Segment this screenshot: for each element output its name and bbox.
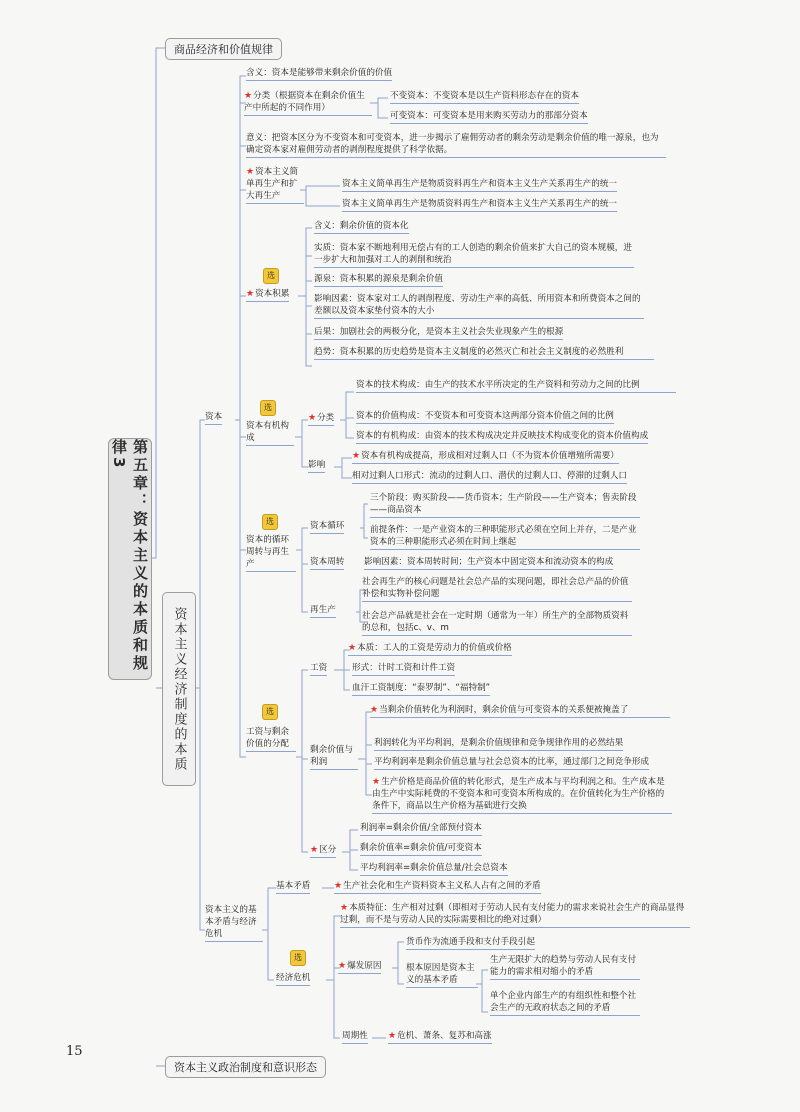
node-capital-cycle[interactable]: 资本循环 [310,520,344,534]
select-badge: 选 [263,268,279,284]
node-accumulation-meaning: 含义：剩余价值的资本化 [314,220,409,234]
node-surplus-value-rate: 剩余价值率=剩余价值/可变资本 [360,842,482,856]
branch-capitalist-political-system[interactable]: 资本主义政治制度和意识形态 [165,1056,326,1078]
node-periodicity[interactable]: 周期性 [342,1030,368,1044]
node-impact-surplus-population: ★资本有机构成提高，形成相对过剩人口（不为资本价值增殖所需要） [352,450,619,464]
node-composition-classification[interactable]: ★分类 [308,412,334,426]
node-accumulation-consequence: 后果：加剧社会的两极分化，是资本主义社会失业现象产生的根源 [314,326,563,340]
node-reproduction-item-1: 资本主义简单再生产是物质资料再生产和资本主义生产关系再生产的统一 [342,178,617,192]
node-basic-contradiction[interactable]: 基本矛盾 [276,880,310,894]
star-icon: ★ [388,1031,397,1041]
node-organic-composition-def: 资本的有机构成：由资本的技术构成决定并反映技术构成变化的资本价值构成 [356,430,648,444]
node-constant-capital: 不变资本：不变资本是以生产资料形态存在的资本 [390,90,579,104]
node-distribution[interactable]: 工资与剩余价值的分配 [246,726,296,752]
star-icon: ★ [370,705,379,715]
node-variable-capital: 可变资本：可变资本是用来购买劳动力的那部分资本 [390,110,588,124]
node-wage-forms: 形式：计时工资和计件工资 [352,662,455,676]
node-cause-root-2: 单个企业内部生产的有组织性和整个社会生产的无政府状态之间的矛盾 [490,990,640,1016]
node-sweatshop-wage: 血汗工资制度：“泰罗制”、“福特制” [352,682,490,696]
node-accumulation-source: 源泉：资本积累的源泉是剩余价值 [314,273,443,287]
node-accumulation-essence: 实质：资本家不断地利用无偿占有的工人创造的剩余价值来扩大自己的资本规模，进一步扩大和加强对工人的剥削和统治 [314,242,634,268]
node-impact-population-forms: 相对过剩人口形式：流动的过剩人口、潜伏的过剩人口、停滞的过剩人口 [352,470,627,484]
node-reproduction-core: 社会再生产的核心问题是社会总产品的实现问题，即社会总产品的价值补偿和实物补偿问题 [362,576,632,602]
star-icon: ★ [334,881,343,891]
node-capital[interactable]: 资本 [205,411,222,425]
node-capital-meaning: 含义：资本是能够带来剩余价值的价值 [246,67,392,81]
select-badge: 选 [262,514,278,530]
node-average-profit: 利润转化为平均利润，是剩余价值规律和竞争规律作用的必然结果 [374,737,623,751]
node-capital-classification[interactable]: ★分类（根据资本在剩余价值生产中所起的不同作用） [244,90,372,116]
node-basic-contradiction-and-crisis[interactable]: 资本主义的基本矛盾与经济危机 [205,904,263,942]
node-basic-contradiction-item: ★生产社会化和生产资料资本主义私人占有之间的矛盾 [334,880,541,894]
node-surplus-to-profit: ★当剩余价值转化为利润时，剩余价值与可变资本的关系便被掩盖了 [370,704,670,718]
star-icon: ★ [308,413,317,423]
node-organic-composition[interactable]: 资本有机构成 [246,420,294,446]
node-capital-turnover[interactable]: 资本周转 [310,556,344,570]
node-cycle-stages: 三个阶段：购买阶段——货币资本；生产阶段——生产资本；售卖阶段——商品资本 [370,492,640,518]
node-value-composition: 资本的价值构成：不变资本和可变资本这两部分资本价值之间的比例 [356,410,614,424]
branch-capitalist-economic-system[interactable]: 资本主义经济制度的本质 [162,592,196,786]
node-distinction[interactable]: ★区分 [310,844,336,858]
select-badge: 选 [260,400,276,416]
node-surplus-and-profit[interactable]: 剩余价值与利润 [310,744,358,770]
node-cause-root-1: 生产无限扩大的趋势与劳动人民有支付能力的需求相对缩小的矛盾 [490,954,640,980]
star-icon: ★ [246,289,255,299]
node-circulation[interactable]: 资本的循环周转与再生产 [246,534,296,572]
node-periodicity-phases: ★危机、萧条、复苏和高涨 [388,1030,492,1044]
star-icon: ★ [348,643,357,653]
node-reproduction[interactable]: ★资本主义简单再生产和扩大再生产 [246,166,304,204]
node-crisis-causes[interactable]: ★爆发原因 [338,960,381,974]
node-avg-profit-rate-formula: 平均利润率=剩余价值总量/社会总资本 [360,862,508,876]
node-profit-rate: 利润率=剩余价值/全部预付资本 [360,822,482,836]
page-number: 15 [66,1044,83,1059]
node-production-price: ★生产价格是商品价值的转化形式，是生产成本与平均利润之和。生产成本是由生产中实际耗费的不变资本和可变资本所构成的。在价值转化为生产价格的条件下，商品以生产价格为基础进行交换 [372,776,672,814]
node-accumulation-trend: 趋势：资本积累的历史趋势是资本主义制度的必然灭亡和社会主义制度的必然胜利 [314,346,654,360]
select-badge: 选 [262,704,278,720]
star-icon: ★ [310,845,319,855]
node-average-profit-rate: 平均利润率是剩余价值总量与社会总资本的比率，通过部门之间竞争形成 [374,756,649,770]
node-composition-impact[interactable]: 影响 [308,459,325,473]
branch-commodity-economy[interactable]: 商品经济和价值规律 [165,38,282,60]
node-wage-essence: ★本质：工人的工资是劳动力的价值或价格 [348,642,512,656]
star-icon: ★ [338,961,347,971]
node-economic-crisis[interactable]: 经济危机 [276,972,310,986]
star-icon: ★ [246,167,255,177]
node-technical-composition: 资本的技术构成：由生产的技术水平所决定的生产资料和劳动力之间的比例 [356,379,676,393]
node-social-product: 社会总产品就是社会在一定时期（通常为一年）所生产的全部物质资料的总和，包括c、v、m [362,610,632,636]
node-cause-root[interactable]: 根本原因是资本主义的基本矛盾 [406,962,478,988]
star-icon: ★ [340,903,349,913]
node-social-reproduction[interactable]: 再生产 [310,604,336,618]
node-accumulation-factors: 影响因素：资本家对工人的剥削程度、劳动生产率的高低、所用资本和所费资本之间的差额以及资本家垫付资本的大小 [314,293,644,319]
node-crisis-nature: ★本质特征：生产相对过剩（即相对于劳动人民有支付能力的需求来说社会生产的商品显得过剩，而不是与劳动人民的实际需要相比的绝对过剩） [340,902,690,928]
node-accumulation[interactable]: ★资本积累 [246,288,289,302]
star-icon: ★ [352,451,361,461]
node-cause-money: 货币作为流通手段和支付手段引起 [406,936,535,950]
star-icon: ★ [244,91,253,101]
node-wage[interactable]: 工资 [310,662,327,676]
node-capital-significance: 意义：把资本区分为不变资本和可变资本，进一步揭示了雇佣劳动者的剩余劳动是剩余价值的唯一源泉，也为确定资本家对雇佣劳动者的剥削程度提供了科学依据。 [246,132,666,158]
node-turnover-factors: 影响因素：资本周转时间；生产资本中固定资本和流动资本的构成 [364,556,613,570]
node-cycle-conditions: 前提条件：一是产业资本的三种职能形式必须在空间上并存，二是产业资本的三种职能形式必须在时间上继起 [370,524,640,550]
select-badge: 选 [290,950,306,966]
chapter-title-box[interactable]: 第五章：资本主义的本质和规律3 [108,438,152,680]
node-reproduction-item-2: 资本主义简单再生产是物质资料再生产和资本主义生产关系再生产的统一 [342,198,617,212]
star-icon: ★ [372,777,381,787]
